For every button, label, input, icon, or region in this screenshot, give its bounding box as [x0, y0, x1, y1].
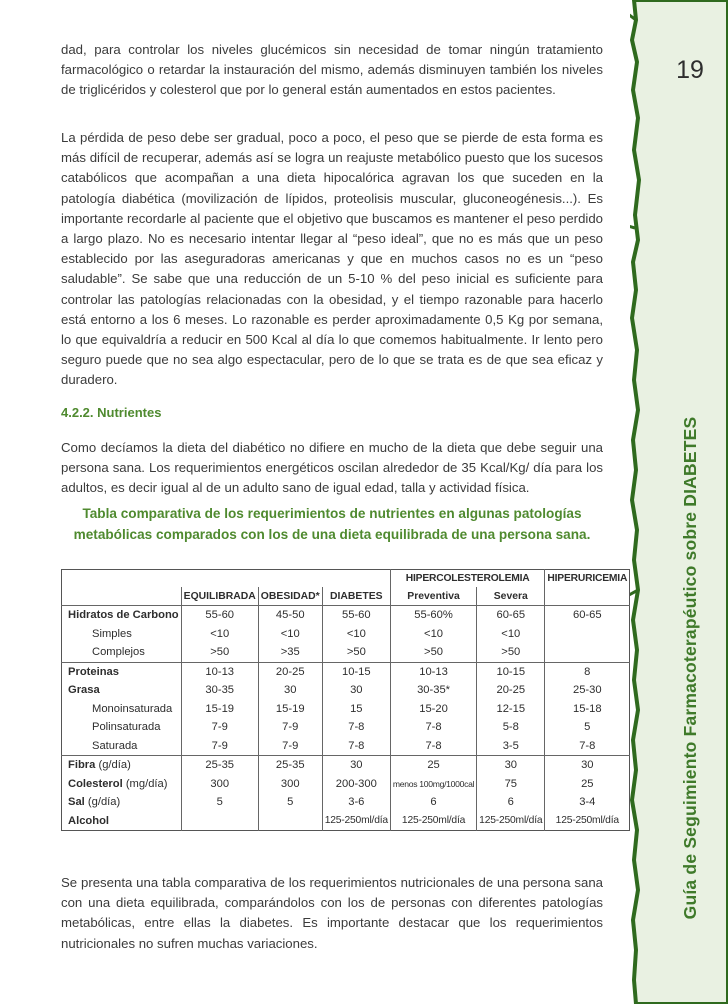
table-cell: 15-19: [181, 700, 258, 719]
table-cell: 30: [258, 681, 322, 700]
table-cell: 55-60: [322, 606, 390, 625]
table-cell: 125-250ml/día: [545, 812, 630, 831]
table-cell: 5-8: [477, 718, 545, 737]
table-cell: <10: [477, 625, 545, 644]
table-cell: 300: [181, 775, 258, 794]
row-label-text: Fibra: [68, 759, 96, 772]
table-cell: 25-30: [545, 681, 630, 700]
table-cell: 30: [322, 681, 390, 700]
paragraph-4: Se presenta una tabla comparativa de los requerimientos nutricionales de una persona sana con una dieta equilibrada, comparándolos con los de personas con diferentes patologías metabólicas, entre ellas la diabetes. Es importante destacar que los requerimientos nutricionales no sufren muchas variaciones.: [61, 875, 603, 951]
table-cell: 5: [181, 793, 258, 812]
table-row: [62, 662, 630, 681]
row-label: [62, 625, 182, 644]
table-group-header-row: [62, 570, 630, 588]
row-label: [62, 737, 182, 756]
table-cell: <10: [181, 625, 258, 644]
row-label-text: Hidratos de Carbono: [68, 609, 179, 622]
table-cell: 10-13: [181, 662, 258, 681]
row-label: [62, 718, 182, 737]
row-label-text: Sal: [68, 796, 85, 809]
table-cell: 7-9: [258, 737, 322, 756]
side-running-title: Guía de Seguimiento Farmacoterapéutico sobre DIABETES: [680, 416, 700, 920]
table-row: [62, 700, 630, 719]
column-header-equilibrada: EQUILIBRADA: [181, 587, 258, 606]
table-cell: 7-9: [181, 737, 258, 756]
table-cell: >50: [477, 643, 545, 662]
table-cell: >50: [390, 643, 476, 662]
table-cell: 20-25: [477, 681, 545, 700]
column-header-diabetes: DIABETES: [322, 587, 390, 606]
table-cell: 30-35: [181, 681, 258, 700]
table-cell: 15: [322, 700, 390, 719]
column-header-preventiva: Preventiva: [390, 587, 476, 606]
group-header-hiperuricemia: HIPERURICEMIA: [545, 570, 630, 588]
table-cell: 12-15: [477, 700, 545, 719]
table-row: [62, 737, 630, 756]
table-cell: 30: [477, 756, 545, 775]
table-cell: 75: [477, 775, 545, 794]
row-label-text: Complejos: [92, 646, 145, 659]
table-cell: 60-65: [477, 606, 545, 625]
table-cell: 10-15: [322, 662, 390, 681]
row-label-text: Monoinsaturada: [92, 702, 173, 715]
table-cell: >35: [258, 643, 322, 662]
row-label-text: Saturada: [92, 739, 138, 752]
table-cell: 7-8: [545, 737, 630, 756]
row-label: [62, 700, 182, 719]
table-cell: 8: [545, 662, 630, 681]
table-cell: 30-35*: [390, 681, 476, 700]
table-cell: 15-19: [258, 700, 322, 719]
table-cell: menos 100mg/1000cal: [390, 775, 476, 794]
table-cell: 25-35: [258, 756, 322, 775]
table-cell: 3-4: [545, 793, 630, 812]
row-label-unit: (mg/día): [125, 777, 168, 790]
row-label-unit: (g/día): [87, 796, 121, 809]
table-cell: 5: [545, 718, 630, 737]
table-row: [62, 606, 630, 625]
group-header-hipercolesterolemia: HIPERCOLESTEROLEMIA: [390, 570, 544, 588]
table-cell: 7-8: [390, 737, 476, 756]
table-cell: [545, 625, 630, 644]
table-cell: 55-60: [181, 606, 258, 625]
table-cell: <10: [390, 625, 476, 644]
row-label-text: Grasa: [68, 684, 100, 697]
table-row: [62, 793, 630, 812]
paragraph-1: dad, para controlar los niveles glucémicos sin necesidad de tomar ningún tratamiento farmacológico o retardar la instauración del mismo, además disminuyen también los niveles de triglicéridos y colesterol que por lo general están aumentados en estos pacientes.: [61, 42, 603, 98]
table-row: [62, 643, 630, 662]
table-cell: >50: [322, 643, 390, 662]
table-header-row: [62, 587, 630, 606]
table-cell: 55-60%: [390, 606, 476, 625]
row-label: [62, 643, 182, 662]
row-label: [62, 606, 182, 625]
row-label: [62, 756, 182, 775]
table-caption-line-1: Tabla comparativa de los requerimientos de nutrientes en algunas patologías: [82, 506, 582, 521]
table-cell: 125-250ml/día: [477, 812, 545, 831]
table-row: [62, 812, 630, 831]
table-cell: 25-35: [181, 756, 258, 775]
table-body: [62, 606, 630, 831]
paragraph-3: Como decíamos la dieta del diabético no difiere en mucho de la dieta que debe seguir una persona sana. Los requerimientos energéticos oscilan alrededor de 35 Kcal/Kg/ día para los adultos, es decir igual al de un adulto sano de igual edad, talla y actividad física.: [61, 440, 603, 496]
table-cell: [545, 643, 630, 662]
table-caption: [61, 503, 603, 545]
row-label: [62, 793, 182, 812]
page-number: 19: [676, 56, 704, 84]
table-row: [62, 625, 630, 644]
row-label: [62, 662, 182, 681]
row-label-text: Colesterol: [68, 777, 123, 790]
table-cell: 7-9: [181, 718, 258, 737]
table-cell: <10: [258, 625, 322, 644]
table-row: [62, 681, 630, 700]
table-cell: 45-50: [258, 606, 322, 625]
table-cell: 60-65: [545, 606, 630, 625]
table-cell: [258, 812, 322, 831]
table-cell: 10-15: [477, 662, 545, 681]
table-cell: 20-25: [258, 662, 322, 681]
table-cell: 7-8: [322, 737, 390, 756]
table-cell: 7-9: [258, 718, 322, 737]
row-label: [62, 775, 182, 794]
row-label-text: Simples: [92, 627, 132, 640]
table-row: [62, 775, 630, 794]
row-label-text: Alcohol: [68, 814, 110, 827]
row-label-unit: (g/día): [98, 759, 131, 772]
paragraph-2: La pérdida de peso debe ser gradual, poco a poco, el peso que se pierde de esta forma es más difícil de recuperar, además así se logra un reajuste metabólico puesto que los sucesos catabólicos que acompañan a una dieta hipocalórica agravan los que suceden en la patología diabética (movilización de lípidos, proteolisis muscular, gluconeogénesis...). Es importante recordarle al paciente que el objetivo que buscamos es mantener el peso perdido a largo plazo. No es necesario intentar llegar al “peso ideal”, que no es más que un peso establecido por las aseguradoras americanas y que en muchos casos no es un “peso saludable”. Se sabe que una reducción de un 5-10 % del peso inicial es suficiente para controlar las patologías relacionadas con la obesidad, y el tiempo razonable para hacerlo está entorno a los 6 meses. Lo razonable es perder aproximadamente 0,5 Kg por semana, lo que equivaldría a reducir en 500 Kcal al día lo que comemos habitualmente. Ir lento pero seguro puede que no sea algo espectacular, pero de lo que se trata es de que sea eficaz y duradero.: [61, 130, 603, 388]
section-heading-nutrientes: 4.2.2. Nutrientes: [61, 405, 162, 420]
table-cell: 125-250ml/día: [322, 812, 390, 831]
table-cell: 125-250ml/día: [390, 812, 476, 831]
row-label: [62, 681, 182, 700]
table-cell: 300: [258, 775, 322, 794]
table-cell: 30: [322, 756, 390, 775]
row-label: [62, 812, 182, 831]
table-cell: <10: [322, 625, 390, 644]
table-cell: 3-5: [477, 737, 545, 756]
table-cell: 15-20: [390, 700, 476, 719]
table-cell: 6: [477, 793, 545, 812]
table-cell: 7-8: [390, 718, 476, 737]
table-cell: 30: [545, 756, 630, 775]
table-row: [62, 756, 630, 775]
table-cell: 25: [390, 756, 476, 775]
nutrient-comparison-table: [61, 569, 630, 831]
table-cell: 6: [390, 793, 476, 812]
table-cell: [181, 812, 258, 831]
row-label-text: Polinsaturada: [92, 721, 161, 734]
table-caption-line-2: metabólicas comparados con los de una dieta equilibrada de una persona sana.: [73, 527, 591, 542]
table-cell: 5: [258, 793, 322, 812]
column-header-severa: Severa: [477, 587, 545, 606]
table-cell: 7-8: [322, 718, 390, 737]
table-cell: >50: [181, 643, 258, 662]
table-row: [62, 718, 630, 737]
row-label-text: Proteinas: [68, 665, 119, 678]
table-cell: 3-6: [322, 793, 390, 812]
column-header-obesidad: OBESIDAD*: [258, 587, 322, 606]
table-cell: 15-18: [545, 700, 630, 719]
table-cell: 10-13: [390, 662, 476, 681]
table-cell: 200-300: [322, 775, 390, 794]
table-cell: 25: [545, 775, 630, 794]
